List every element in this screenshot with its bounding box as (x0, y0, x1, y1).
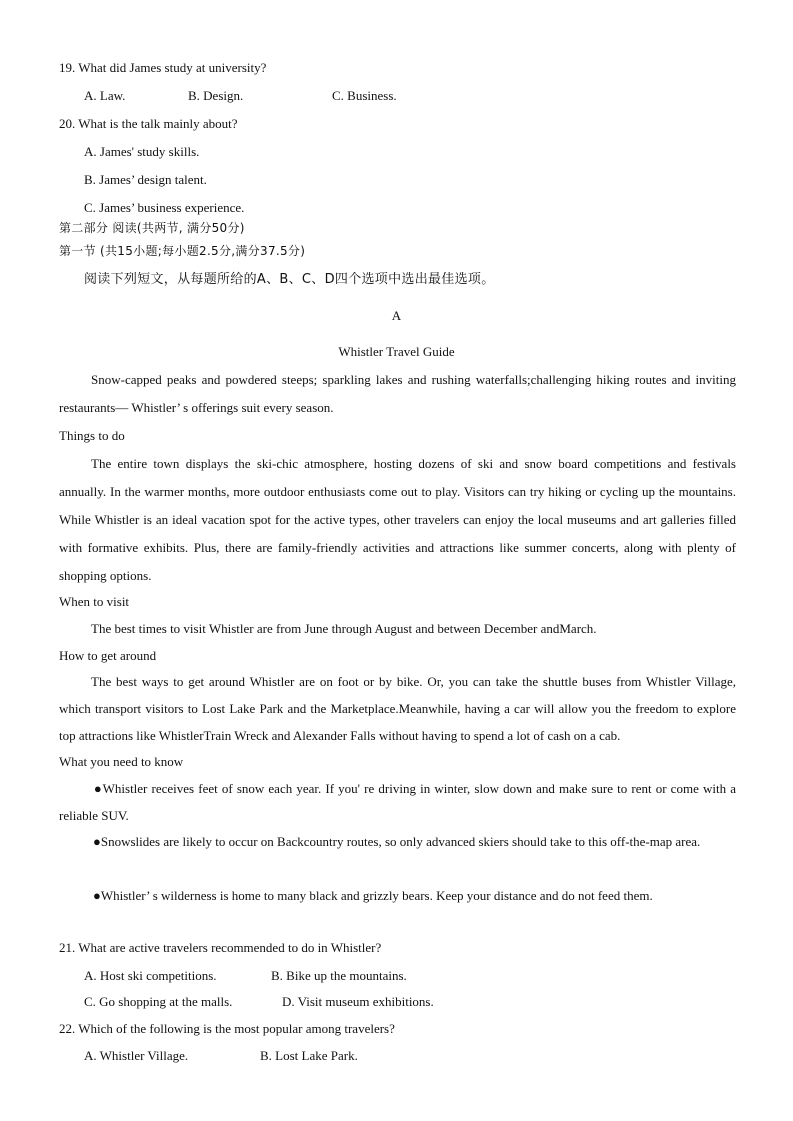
question-20-option-c: C. James’ business experience. (84, 200, 245, 215)
question-19-option-c: C. Business. (332, 88, 397, 103)
when-to-visit-heading: When to visit (59, 594, 130, 609)
how-to-get-around-paragraph (59, 668, 736, 749)
things-to-do-heading: Things to do (59, 428, 125, 443)
question-20-option-b: B. James’ design talent. (84, 172, 207, 187)
question-19-option-b: B. Design. (188, 88, 244, 103)
tip-snowslides (59, 828, 736, 855)
things-to-do-text: The entire town displays the ski-chic atmosphere, hosting dozens of ski and snow board competitions and festivals annually. In the warmer months, more outdoor enthusiasts come out to play. Visitors can try hiking or cycling up the mountains. While Whistler is an ideal vacation spot for the active types, other travelers can enjoy the local museums and art galleries filled with formative exhibits. Plus, there are family-friendly activities and attractions like summer concerts, along with plenty of shopping options. (59, 456, 736, 583)
part-title: 第二部分 阅读(共两节, 满分50分) (59, 221, 245, 235)
question-22-stem: 22. Which of the following is the most popular among travelers? (59, 1021, 395, 1036)
question-19-option-a: A. Law. (84, 88, 126, 103)
question-21-option-d: D. Visit museum exhibitions. (282, 994, 434, 1009)
how-to-get-around-text: The best ways to get around Whistler are on foot or by bike. Or, you can take the shuttle buses from Whistler Village, which transport visitors to Lost Lake Park and the Marketplace.Meanwhile, having a car will allow you the freedom to explore top attractions like WhistlerTrain Wreck and Alexander Falls without having to spend a lot of cash on a cab. (59, 674, 736, 743)
when-to-visit-paragraph (59, 615, 736, 643)
question-22-option-a: A. Whistler Village. (84, 1048, 189, 1063)
passage-title: Whistler Travel Guide (338, 344, 455, 359)
question-19-stem: 19. What did James study at university? (59, 60, 267, 75)
question-21-option-c: C. Go shopping at the malls. (84, 994, 233, 1009)
how-to-get-around-heading: How to get around (59, 648, 157, 663)
passage-intro (59, 366, 736, 422)
what-you-need-to-know-heading: What you need to know (59, 754, 184, 769)
question-21-option-a: A. Host ski competitions. (84, 968, 217, 983)
tip-snow-text: ●Whistler receives feet of snow each year. If you' re driving in winter, slow down and make sure to rent or come with a reliable SUV. (59, 781, 736, 823)
tip-bears-text: ●Whistler’ s wilderness is home to many black and grizzly bears. Keep your distance and do not feed them. (93, 888, 653, 903)
tip-snowslides-text: ●Snowslides are likely to occur on Backcountry routes, so only advanced skiers should take to this off-the-map area. (93, 834, 701, 849)
passage-label: A (391, 308, 402, 323)
subsection-title: 第一节 (共15小题;每小题2.5分,满分37.5分) (59, 244, 306, 258)
instruction: 阅读下列短文，从每题所给的A、B、C、D四个选项中选出最佳选项。 (84, 272, 495, 287)
question-22-option-b: B. Lost Lake Park. (260, 1048, 358, 1063)
passage-intro-text: Snow-capped peaks and powdered steeps; sparkling lakes and rushing waterfalls;challenging hiking routes and inviting restaurants— Whistler’ s offerings suit every season. (59, 372, 736, 415)
tip-bears (59, 882, 736, 909)
question-21-option-b: B. Bike up the mountains. (271, 968, 407, 983)
tip-snow (59, 775, 736, 829)
things-to-do-paragraph (59, 450, 736, 590)
question-21-stem: 21. What are active travelers recommended to do in Whistler? (59, 940, 382, 955)
when-to-visit-text: The best times to visit Whistler are from June through August and between December andMarch. (91, 621, 597, 636)
question-20-stem: 20. What is the talk mainly about? (59, 116, 238, 131)
question-20-option-a: A. James' study skills. (84, 144, 200, 159)
